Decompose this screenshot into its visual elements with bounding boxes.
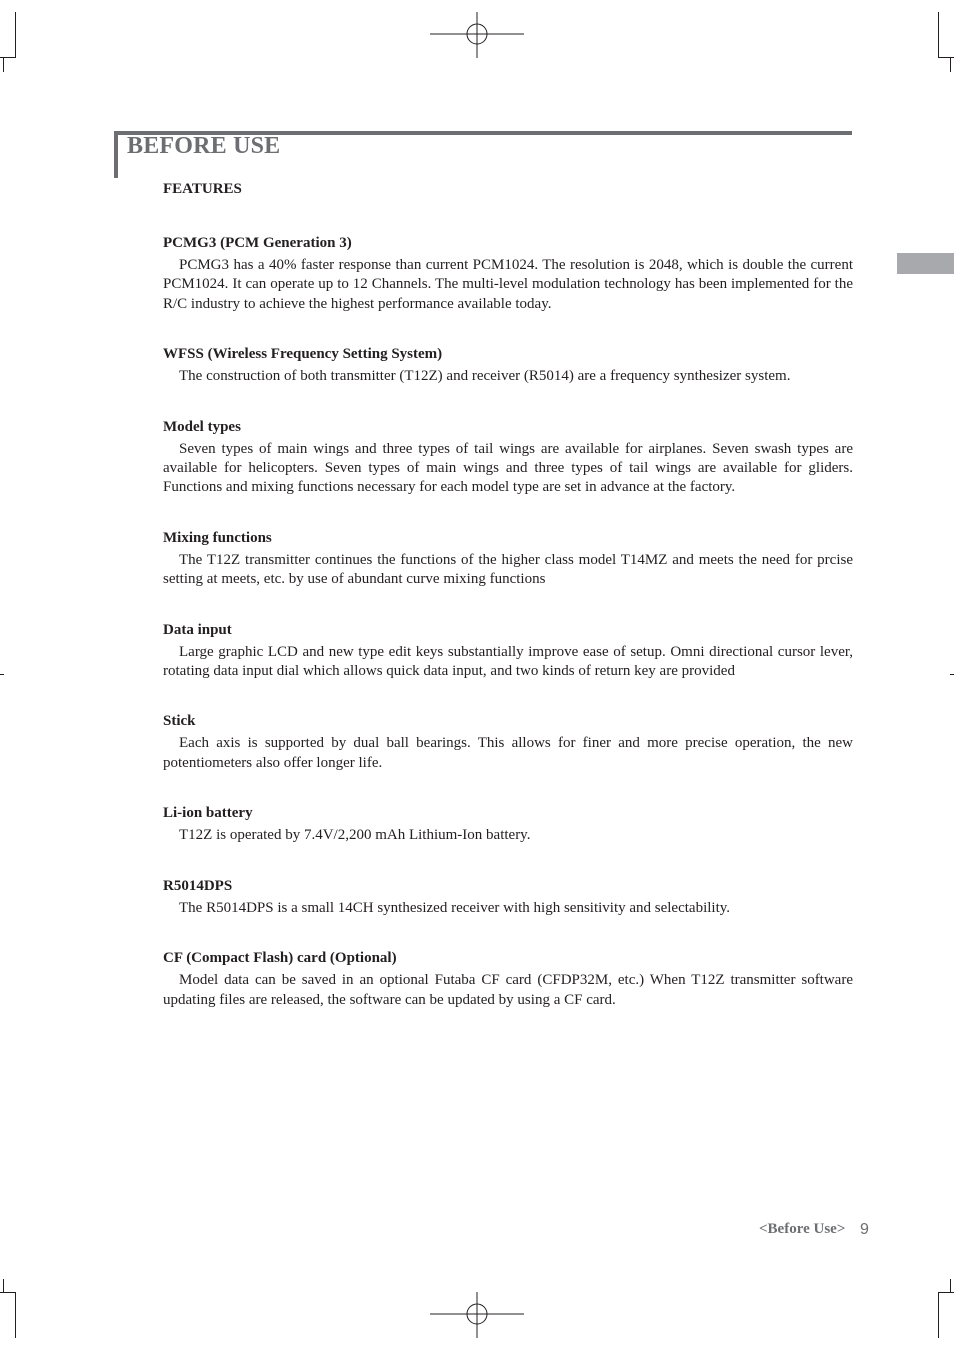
- page-number: 9: [860, 1221, 869, 1238]
- crop-mark: [15, 12, 16, 58]
- feature-description: The T12Z transmitter continues the functions of the higher class model T14MZ and meets the need for prcise setting at meets, etc. by use of abundant curve mixing functions: [163, 551, 853, 588]
- feature-description: Large graphic LCD and new type edit keys substantially improve ease of setup. Omni directional cursor lever, rotating data input dial which allows quick data input, and two kinds of return key are provided: [163, 643, 853, 680]
- feature-item: [163, 949, 853, 1010]
- crop-mark: [938, 1292, 939, 1338]
- feature-heading: Stick: [163, 713, 196, 730]
- section-heading: FEATURES: [163, 181, 242, 197]
- feature-item: [163, 345, 853, 386]
- feature-heading: Data input: [163, 621, 232, 638]
- crop-mark: [3, 1279, 4, 1293]
- feature-item: [163, 621, 853, 682]
- feature-item: [163, 804, 853, 845]
- feature-description: Model data can be saved in an optional Futaba CF card (CFDP32M, etc.) When T12Z transmitter software updating files are released, the software can be updated by using a CF card.: [163, 972, 853, 1008]
- feature-description: Seven types of main wings and three types of tail wings are available for airplanes. Seven swash types are available for helicopters. Seven types of main wings and three types of tail wings are available for gliders. Functions and mixing functions necessary for each model type are set in advance at the factory.: [163, 440, 853, 496]
- feature-description: The construction of both transmitter (T12Z) and receiver (R5014) are a frequency synthesizer system.: [179, 368, 791, 385]
- crop-mark: [3, 58, 4, 72]
- feature-item: [163, 712, 853, 773]
- feature-item: [163, 529, 853, 590]
- feature-heading: Mixing functions: [163, 529, 272, 546]
- features-list: [163, 234, 853, 1010]
- crop-mark: [938, 12, 939, 58]
- feature-heading: WFSS (Wireless Frequency Setting System): [163, 346, 443, 363]
- chapter-tab: [897, 253, 954, 274]
- feature-description: Each axis is supported by dual ball bearings. This allows for finer and more precise operation, the new potentiometers also offer longer life.: [163, 735, 853, 771]
- crop-mark: [950, 1279, 951, 1293]
- feature-description: PCMG3 has a 40% faster response than current PCM1024. The resolution is 2048, which is double the current PCM1024. It can operate up to 12 Channels. The multi-level modulation technology has been implemented for the R/C industry to achieve the highest performance available today.: [163, 257, 853, 312]
- feature-description: T12Z is operated by 7.4V/2,200 mAh Lithium-Ion battery.: [179, 827, 531, 844]
- feature-description: The R5014DPS is a small 14CH synthesized receiver with high sensitivity and selectability.: [179, 899, 731, 916]
- feature-item: [163, 234, 853, 314]
- crop-mark: [0, 674, 4, 675]
- footer-section-label: <Before Use>: [759, 1221, 846, 1237]
- feature-heading: R5014DPS: [163, 877, 233, 894]
- feature-item: [163, 418, 853, 498]
- feature-heading: Model types: [163, 418, 241, 435]
- crop-mark: [15, 1292, 16, 1338]
- page-title: BEFORE USE: [127, 133, 281, 159]
- crop-mark: [938, 57, 954, 58]
- crop-mark: [950, 58, 951, 72]
- feature-item: [163, 877, 853, 918]
- crop-mark: [938, 1292, 954, 1293]
- registration-mark-top: [430, 12, 524, 58]
- registration-mark-bottom: [430, 1292, 524, 1338]
- crop-mark: [950, 674, 954, 675]
- title-bar: [114, 131, 118, 178]
- feature-heading: PCMG3 (PCM Generation 3): [163, 235, 352, 251]
- feature-heading: CF (Compact Flash) card (Optional): [163, 950, 397, 967]
- feature-heading: Li-ion battery: [163, 805, 253, 822]
